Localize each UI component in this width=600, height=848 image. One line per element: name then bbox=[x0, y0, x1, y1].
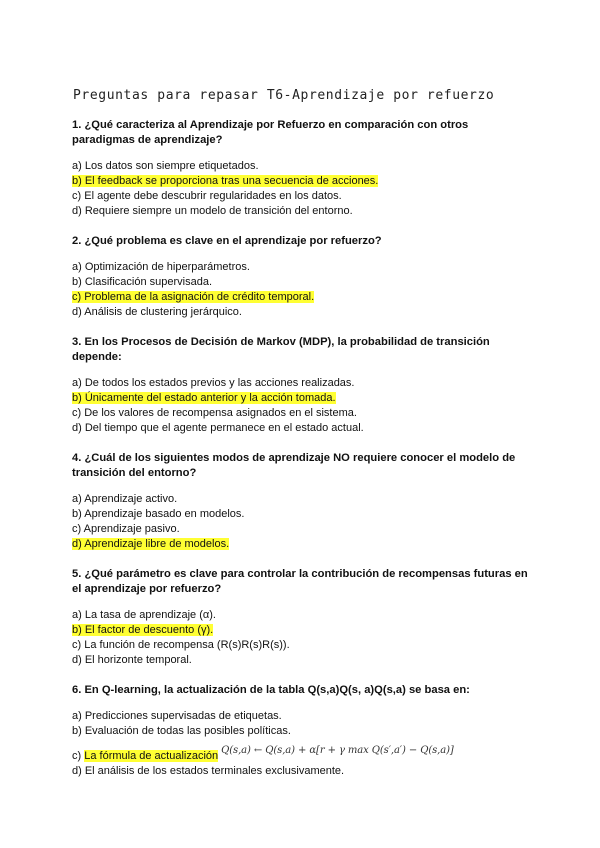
option-label: c) bbox=[72, 190, 85, 202]
question-text: 3. En los Procesos de Decisión de Markov (MDP), la probabilidad de transición depende: bbox=[72, 336, 490, 363]
option-a bbox=[72, 260, 534, 275]
option-label: c) bbox=[72, 407, 85, 419]
option-label: b) bbox=[72, 392, 85, 404]
question-3 bbox=[72, 335, 534, 436]
option-label: c) bbox=[72, 639, 85, 651]
question-text: 4. ¿Cuál de los siguientes modos de aprendizaje NO requiere conocer el modelo de transición del entorno? bbox=[72, 452, 516, 479]
option-label: a) bbox=[72, 160, 85, 172]
option-label: b) bbox=[72, 508, 85, 520]
question-6 bbox=[72, 683, 534, 779]
option-b bbox=[72, 275, 534, 290]
option-label: a) bbox=[72, 710, 85, 722]
option-text: Predicciones supervisadas de etiquetas. bbox=[84, 710, 282, 722]
option-label: a) bbox=[72, 377, 85, 389]
option-d bbox=[72, 764, 534, 779]
highlighted-answer: La fórmula de actualización bbox=[84, 750, 219, 762]
option-c bbox=[72, 522, 534, 537]
option-label: a) bbox=[72, 261, 85, 273]
option-a bbox=[72, 376, 534, 391]
highlighted-answer bbox=[72, 291, 314, 303]
option-label: c) bbox=[72, 291, 85, 303]
option-text: Aprendizaje pasivo. bbox=[83, 523, 180, 535]
option-text: Aprendizaje activo. bbox=[84, 493, 178, 505]
option-text: Problema de la asignación de crédito temporal. bbox=[84, 291, 315, 303]
option-c-correct bbox=[72, 290, 534, 305]
option-label: b) bbox=[72, 276, 85, 288]
option-text: El análisis de los estados terminales exclusivamente. bbox=[84, 765, 345, 777]
question-4 bbox=[72, 451, 534, 552]
option-label: d) bbox=[72, 306, 85, 318]
question-text: 5. ¿Qué parámetro es clave para controlar la contribución de recompensas futuras en el aprendizaje por refuerzo? bbox=[72, 568, 528, 595]
option-text: El agente debe descubrir regularidades en los datos. bbox=[84, 190, 342, 202]
option-d bbox=[72, 653, 534, 668]
option-label: a) bbox=[72, 493, 85, 505]
option-text: La tasa de aprendizaje (α). bbox=[84, 609, 216, 621]
option-label: b) bbox=[72, 624, 85, 636]
option-label: c) bbox=[72, 523, 84, 535]
q-learning-update-formula: Q(s,a) ← Q(s,a) + α[r + γ max Q(s′,a′) − Q(s,a)] bbox=[221, 745, 454, 756]
option-text: La función de recompensa (R(s)R(s)R(s)). bbox=[84, 639, 290, 651]
option-text: Requiere siempre un modelo de transición del entorno. bbox=[84, 205, 353, 217]
option-text: Clasificación supervisada. bbox=[84, 276, 213, 288]
highlighted-answer bbox=[72, 175, 378, 187]
document-title: Preguntas para repasar T6-Aprendizaje por refuerzo bbox=[73, 88, 495, 103]
option-a bbox=[72, 159, 534, 174]
option-b-correct bbox=[72, 391, 534, 406]
option-text: Únicamente del estado anterior y la acción tomada. bbox=[84, 392, 336, 404]
option-label: b) bbox=[72, 175, 85, 187]
highlighted-answer bbox=[72, 392, 336, 404]
option-d bbox=[72, 421, 534, 436]
option-b bbox=[72, 507, 534, 522]
option-text: El factor de descuento (γ). bbox=[84, 624, 214, 636]
option-b-correct bbox=[72, 623, 534, 638]
highlighted-answer bbox=[72, 624, 213, 636]
option-text: Evaluación de todas las posibles políticas. bbox=[84, 725, 291, 737]
question-1 bbox=[72, 118, 534, 219]
option-a bbox=[72, 492, 534, 507]
option-label: d) bbox=[72, 765, 85, 777]
option-d bbox=[72, 305, 534, 320]
option-text: Análisis de clustering jerárquico. bbox=[84, 306, 242, 318]
option-c bbox=[72, 638, 534, 653]
option-text: Aprendizaje basado en modelos. bbox=[84, 508, 245, 520]
questions-list bbox=[72, 118, 534, 794]
question-text: 1. ¿Qué caracteriza al Aprendizaje por Refuerzo en comparación con otros paradigmas de aprendizaje? bbox=[72, 119, 469, 146]
option-a bbox=[72, 608, 534, 623]
question-text: 6. En Q-learning, la actualización de la tabla Q(s,a)Q(s, a)Q(s,a) se basa en: bbox=[72, 684, 470, 696]
option-text: Optimización de hiperparámetros. bbox=[84, 261, 250, 273]
option-text: El horizonte temporal. bbox=[84, 654, 192, 666]
option-text: Aprendizaje libre de modelos. bbox=[84, 538, 230, 550]
option-text: De los valores de recompensa asignados en el sistema. bbox=[84, 407, 357, 419]
option-text: Los datos son siempre etiquetados. bbox=[84, 160, 259, 172]
highlighted-answer bbox=[72, 538, 229, 550]
option-c bbox=[72, 189, 534, 204]
option-text: Del tiempo que el agente permanece en el estado actual. bbox=[84, 422, 364, 434]
option-label: d) bbox=[72, 654, 85, 666]
option-text: El feedback se proporciona tras una secuencia de acciones. bbox=[84, 175, 379, 187]
option-b bbox=[72, 724, 534, 739]
option-label: d) bbox=[72, 205, 85, 217]
option-d bbox=[72, 204, 534, 219]
option-label: d) bbox=[72, 538, 85, 550]
option-label: c) bbox=[72, 750, 85, 762]
question-text: 2. ¿Qué problema es clave en el aprendizaje por refuerzo? bbox=[72, 235, 382, 247]
option-a bbox=[72, 709, 534, 724]
question-2 bbox=[72, 234, 534, 320]
option-text: De todos los estados previos y las acciones realizadas. bbox=[84, 377, 355, 389]
option-d-correct bbox=[72, 537, 534, 552]
option-c bbox=[72, 406, 534, 421]
option-label: a) bbox=[72, 609, 85, 621]
option-label: d) bbox=[72, 422, 85, 434]
question-5 bbox=[72, 567, 534, 668]
option-label: b) bbox=[72, 725, 85, 737]
option-b-correct bbox=[72, 174, 534, 189]
option-c-correct bbox=[72, 743, 534, 764]
